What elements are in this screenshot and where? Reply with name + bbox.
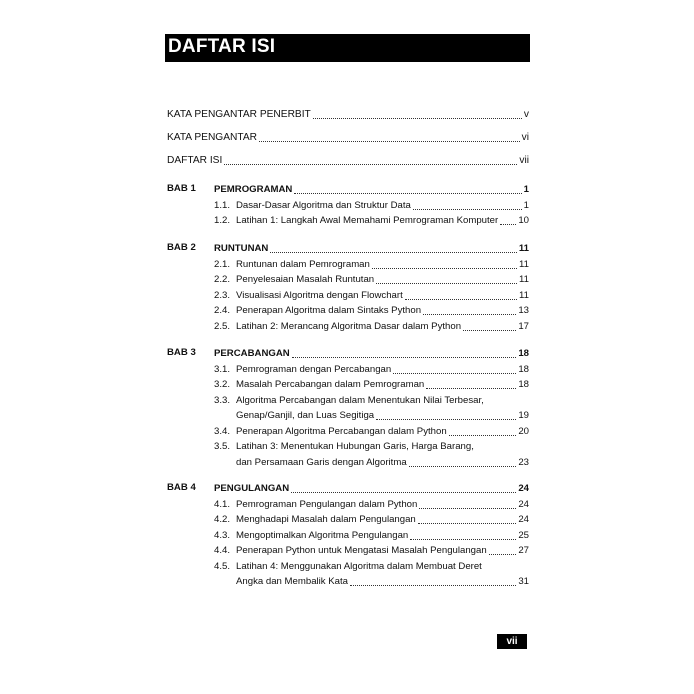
dot-leader xyxy=(418,515,517,524)
section-entry xyxy=(214,423,529,438)
section-number: 4.1. xyxy=(214,498,231,510)
dot-leader xyxy=(270,244,516,253)
section-page: 25 xyxy=(518,529,529,541)
section-title: Visualisasi Algoritma dengan Flowchart xyxy=(236,289,403,301)
section-page: 23 xyxy=(518,456,529,468)
section-entry xyxy=(214,496,529,511)
chapter-title: PEMROGRAMAN xyxy=(214,184,293,195)
page-number-badge: vii xyxy=(497,634,527,649)
dot-leader xyxy=(413,201,522,210)
chapter-page: 11 xyxy=(518,243,529,254)
section-entry xyxy=(214,318,529,333)
section-title: Penyelesaian Masalah Runtutan xyxy=(236,274,375,285)
dot-leader xyxy=(393,365,516,374)
section-title: Latihan 1: Langkah Awal Memahami Pemrograman Komputer xyxy=(236,215,499,226)
dot-leader xyxy=(426,380,516,389)
dot-leader xyxy=(410,531,516,540)
section-number: 1.1. xyxy=(214,199,231,211)
section-entry xyxy=(214,542,529,557)
chapter-code: BAB 3 xyxy=(167,347,196,358)
section-entry xyxy=(214,558,529,573)
dot-leader xyxy=(224,156,517,165)
section-number: 2.3. xyxy=(214,289,231,301)
section-page: 11 xyxy=(519,258,529,270)
section-number: 3.2. xyxy=(214,379,231,390)
section-page: 1 xyxy=(523,199,529,211)
dot-leader xyxy=(405,291,517,300)
section-entry xyxy=(214,438,529,453)
section-page: 17 xyxy=(518,320,529,332)
dot-leader xyxy=(350,577,516,586)
section-page: 19 xyxy=(518,410,529,421)
dot-leader xyxy=(500,216,516,225)
entry-title: KATA PENGANTAR PENERBIT xyxy=(167,109,311,120)
section-title: Runtunan dalam Pemrograman xyxy=(236,258,370,270)
chapter-entry xyxy=(214,240,529,255)
section-number: 2.2. xyxy=(214,274,231,285)
chapter-title: RUNTUNAN xyxy=(214,243,269,254)
section-number: 4.4. xyxy=(214,545,231,556)
entry-page: vii xyxy=(519,155,529,166)
dot-leader xyxy=(259,133,520,142)
chapter-entry xyxy=(214,345,529,360)
toc-front-entry xyxy=(167,152,529,167)
toc-front-entry xyxy=(167,129,529,144)
section-number: 3.4. xyxy=(214,425,231,437)
section-title: Dasar-Dasar Algoritma dan Struktur Data xyxy=(236,199,411,211)
section-title: Pemrograman dengan Percabangan xyxy=(236,363,392,375)
section-entry-continued xyxy=(236,407,529,422)
chapter-page: 1 xyxy=(523,184,529,195)
section-entry xyxy=(214,376,529,391)
section-page: 27 xyxy=(518,545,529,556)
section-number: 3.3. xyxy=(214,394,231,406)
entry-title: KATA PENGANTAR xyxy=(167,132,258,143)
section-title: Menghadapi Masalah dalam Pengulangan xyxy=(236,514,416,525)
section-number: 2.5. xyxy=(214,320,231,332)
section-number: 2.4. xyxy=(214,305,231,316)
section-number: 1.2. xyxy=(214,215,231,226)
page-title: DAFTAR ISI xyxy=(168,36,276,57)
section-entry xyxy=(214,197,529,212)
dot-leader xyxy=(376,411,516,420)
section-entry xyxy=(214,271,529,286)
section-title: Latihan 2: Merancang Algoritma Dasar dalam Python xyxy=(236,320,462,332)
section-title: Penerapan Algoritma Percabangan dalam Python xyxy=(236,425,447,437)
dot-leader xyxy=(292,349,517,358)
section-page: 24 xyxy=(518,498,529,510)
chapter-code: BAB 2 xyxy=(167,242,196,253)
dot-leader xyxy=(489,546,517,555)
dot-leader xyxy=(294,185,521,194)
chapter-title: PENGULANGAN xyxy=(214,483,290,494)
section-number: 3.5. xyxy=(214,441,231,452)
section-entry xyxy=(214,302,529,317)
section-entry xyxy=(214,511,529,526)
section-title: Pemrograman Pengulangan dalam Python xyxy=(236,498,418,510)
section-number: 4.3. xyxy=(214,529,231,541)
section-entry xyxy=(214,392,529,407)
section-title-continued: Angka dan Membalik Kata xyxy=(236,576,348,587)
section-entry xyxy=(214,212,529,227)
section-title: Latihan 4: Menggunakan Algoritma dalam Membuat Deret xyxy=(236,560,482,572)
dot-leader xyxy=(449,427,517,436)
section-title-continued: dan Persamaan Garis dengan Algoritma xyxy=(236,456,407,468)
section-page: 11 xyxy=(519,289,529,301)
dot-leader xyxy=(409,458,517,467)
chapter-code: BAB 1 xyxy=(167,183,196,194)
section-entry xyxy=(214,527,529,542)
section-page: 18 xyxy=(518,363,529,375)
section-title: Penerapan Algoritma dalam Sintaks Python xyxy=(236,305,422,316)
dot-leader xyxy=(313,110,522,119)
section-title: Penerapan Python untuk Mengatasi Masalah Pengulangan xyxy=(236,545,487,556)
chapter-title: PERCABANGAN xyxy=(214,348,290,359)
entry-page: v xyxy=(523,109,529,120)
section-page: 31 xyxy=(518,576,529,587)
section-page: 24 xyxy=(518,514,529,525)
section-number: 2.1. xyxy=(214,258,231,270)
section-number: 4.2. xyxy=(214,514,231,525)
section-entry-continued xyxy=(236,573,529,588)
entry-page: vi xyxy=(521,132,529,143)
section-entry xyxy=(214,361,529,376)
chapter-entry xyxy=(214,480,529,495)
dot-leader xyxy=(372,260,517,269)
section-title: Mengoptimalkan Algoritma Pengulangan xyxy=(236,529,409,541)
section-title: Latihan 3: Menentukan Hubungan Garis, Harga Barang, xyxy=(236,441,474,452)
section-title: Masalah Percabangan dalam Pemrograman xyxy=(236,379,425,390)
section-page: 13 xyxy=(518,305,529,316)
section-number: 4.5. xyxy=(214,560,231,572)
chapter-code: BAB 4 xyxy=(167,482,196,493)
entry-title: DAFTAR ISI xyxy=(167,155,223,166)
section-entry-continued xyxy=(236,454,529,469)
section-entry xyxy=(214,256,529,271)
section-page: 11 xyxy=(519,274,529,285)
section-page: 20 xyxy=(518,425,529,437)
dot-leader xyxy=(376,275,517,284)
dot-leader xyxy=(463,322,516,331)
dot-leader xyxy=(423,306,516,315)
chapter-page: 18 xyxy=(518,348,529,359)
dot-leader xyxy=(291,484,516,493)
section-title-continued: Genap/Ganjil, dan Luas Segitiga xyxy=(236,410,375,421)
chapter-entry xyxy=(214,181,529,196)
chapter-page: 24 xyxy=(518,483,529,494)
dot-leader xyxy=(419,500,516,509)
section-title: Algoritma Percabangan dalam Menentukan Nilai Terbesar, xyxy=(236,394,484,406)
section-page: 18 xyxy=(518,379,529,390)
section-entry xyxy=(214,287,529,302)
section-page: 10 xyxy=(518,215,529,226)
toc-front-entry xyxy=(167,106,529,121)
section-number: 3.1. xyxy=(214,363,231,375)
